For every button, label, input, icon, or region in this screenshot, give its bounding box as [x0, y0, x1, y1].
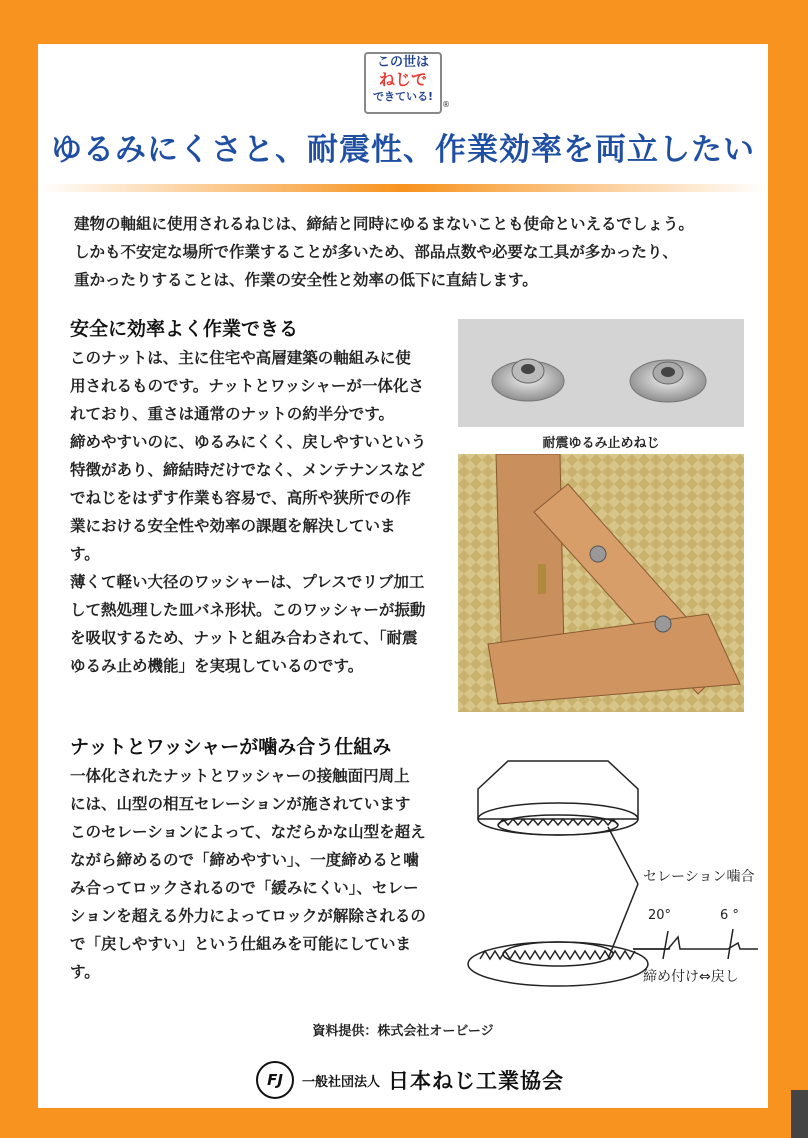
wood-frame-photo	[458, 454, 744, 712]
section2-line: ながら締めるので「締めやすい」、一度締めると噛	[70, 851, 419, 869]
section2-line: ションを超える外力によってロックが解除されるの	[70, 907, 426, 925]
direction-label: 締め付け⇔戻し	[643, 969, 739, 985]
serration-label: セレーション噛合	[643, 869, 755, 885]
section2-line: には、山型の相互セレーションが施されています	[70, 795, 411, 813]
intro-line: 重かったりすることは、作業の安全性と効率の低下に直結します。	[74, 271, 538, 289]
footer-organization	[256, 1062, 564, 1098]
section1-line: 締めやすいのに、ゆるみにくく、戻しやすいという	[70, 433, 427, 451]
nut-photo-caption: 耐震ゆるみ止めねじ	[542, 436, 660, 451]
association-logo-icon: FJ	[256, 1061, 294, 1099]
section1-line: れており、重さは通常のナットの約半分です。	[70, 405, 394, 423]
section1-line: このナットは、主に住宅や高層建築の軸組みに使	[70, 349, 411, 367]
page-title: ゆるみにくさと、耐震性、作業効率を両立したい	[51, 132, 755, 168]
page-edge-tab	[791, 1090, 808, 1138]
section2-body	[70, 762, 460, 986]
header-divider	[38, 184, 768, 192]
angle-20-label: 20°	[648, 908, 672, 923]
section1-line: 薄くて軽い大径のワッシャーは、プレスでリブ加工	[70, 573, 425, 591]
header	[38, 44, 768, 184]
section2-heading: ナットとワッシャーが噛み合う仕組み	[70, 736, 392, 758]
section1-line: を吸収するため、ナットと組み合わされて、「耐震	[70, 629, 418, 647]
registered-mark: ®	[442, 100, 450, 109]
section1-line: 業における安全性や効率の課題を解決していま	[70, 517, 396, 535]
content-panel	[38, 44, 768, 1108]
section1-heading: 安全に効率よく作業できる	[70, 318, 299, 340]
org-prefix: 一般社団法人	[302, 1074, 381, 1090]
section2-line: み合ってロックされるので「緩みにくい」、セレー	[70, 879, 419, 897]
section1-line: ゆるみ止め機能」を実現しているのです。	[70, 657, 364, 675]
logo-line-1: この世は	[376, 55, 429, 70]
section2-line: で「戻しやすい」という仕組みを可能にしていま	[70, 935, 412, 953]
org-name: 日本ねじ工業協会	[388, 1069, 565, 1093]
nut-photo	[458, 319, 744, 427]
angle-6-label: 6 °	[720, 908, 739, 923]
section2-line: す。	[70, 963, 100, 981]
logo-line-3: できている!	[372, 90, 434, 103]
section2-line: このセレーションによって、なだらかな山型を超え	[70, 823, 426, 841]
intro-line: しかも不安定な場所で作業することが多いため、部品点数や必要な工具が多かったり、	[74, 243, 678, 261]
section1-line: す。	[70, 545, 100, 563]
section1-line: 用されるものです。ナットとワッシャーが一体化さ	[70, 377, 424, 395]
logo-line-2: ねじで	[378, 70, 427, 89]
intro-paragraph	[74, 210, 754, 294]
section2-line: 一体化されたナットとワッシャーの接触面円周上	[70, 767, 410, 785]
section1-line: して熱処理した皿バネ形状。このワッシャーが振動	[70, 601, 426, 619]
credit-line: 資料提供：株式会社オービージ	[312, 1024, 494, 1039]
series-logo	[364, 52, 442, 114]
section1-body	[70, 344, 450, 680]
section1-line: 特徴があり、締結時だけでなく、メンテナンスなど	[70, 461, 425, 479]
serration-diagram	[458, 749, 758, 1004]
section1-line: でねじをはずす作業も容易で、高所や狭所での作	[70, 489, 411, 507]
intro-line: 建物の軸組に使用されるねじは、締結と同時にゆるまないことも使命といえるでしょう。	[74, 215, 694, 233]
